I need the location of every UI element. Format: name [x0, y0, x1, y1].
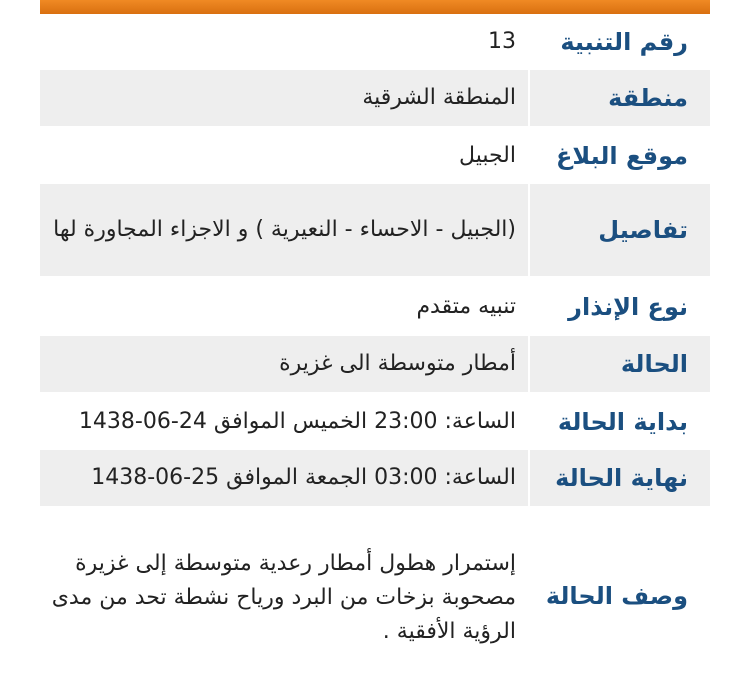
- row-label-alert-number: رقم التنبية: [528, 14, 710, 70]
- table-row: [40, 394, 710, 450]
- row-value-alert-number: 13: [488, 29, 516, 54]
- table-row: [40, 70, 710, 126]
- row-value-description: إستمرار هطول أمطار رعدية متوسطة إلى غزيرة مصحوبة بزخات من البرد ورياح نشطة تحد من مدى الرؤية الأفقية .: [51, 551, 516, 644]
- row-label-details: تفاصيل: [528, 184, 710, 276]
- row-label-description: وصف الحالة: [528, 506, 710, 678]
- table-row: [40, 128, 710, 184]
- alert-table: [40, 14, 710, 678]
- table-row: [40, 278, 710, 336]
- row-value-end: الساعة: 03:00 الجمعة الموافق 25-06-1438: [40, 450, 528, 506]
- accent-bar: [40, 0, 710, 14]
- row-label-start: بداية الحالة: [528, 394, 710, 450]
- row-value-report-location: الجبيل: [459, 143, 516, 168]
- row-value-status: أمطار متوسطة الى غزيرة: [40, 336, 528, 392]
- row-value-details: (الجبيل - الاحساء - النعيرية ) و الاجزاء المجاورة لها: [40, 184, 528, 276]
- row-label-status: الحالة: [528, 336, 710, 392]
- table-row: [40, 336, 710, 392]
- table-row: [40, 450, 710, 506]
- table-row: [40, 506, 710, 678]
- row-value-warning-type: تنبيه متقدم: [416, 294, 516, 319]
- table-row: [40, 184, 710, 276]
- row-value-start: الساعة: 23:00 الخميس الموافق 24-06-1438: [78, 409, 516, 434]
- row-label-warning-type: نوع الإنذار: [528, 278, 710, 336]
- row-label-region: منطقة: [528, 70, 710, 126]
- row-label-end: نهاية الحالة: [528, 450, 710, 506]
- table-row: [40, 14, 710, 70]
- row-label-report-location: موقع البلاغ: [528, 128, 710, 184]
- row-value-region: المنطقة الشرقية: [40, 70, 528, 126]
